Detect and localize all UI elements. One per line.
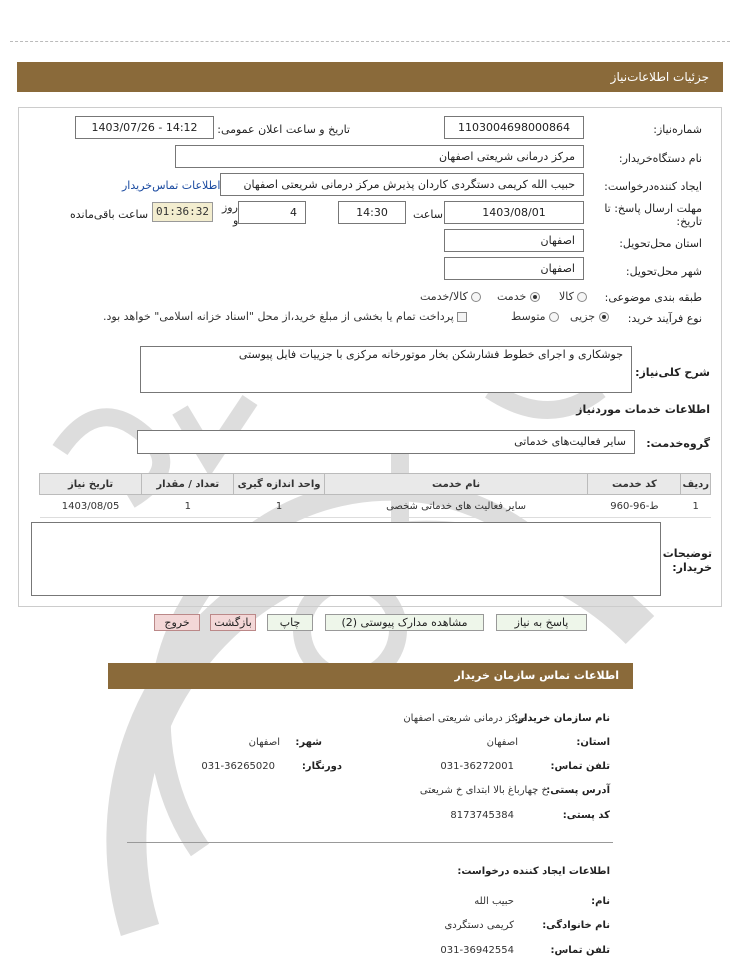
contact-heading: اطلاعات تماس سازمان خریدار xyxy=(454,669,619,682)
contact-fax: 031-36265020 xyxy=(201,761,275,772)
city-label: شهر محل‌تحویل: xyxy=(625,265,702,278)
buyer-notes-field xyxy=(31,522,661,596)
radio-icon xyxy=(471,292,481,302)
print-button[interactable]: چاپ xyxy=(267,614,313,631)
col-header-unit: واحد اندازه گیری xyxy=(234,474,324,495)
contact-phone-label: تلفن تماس: xyxy=(550,761,610,772)
services-heading: اطلاعات خدمات موردنیاز xyxy=(576,403,710,416)
buyer-org-field: مرکز درمانی شریعتی اصفهان xyxy=(175,145,584,168)
cell-need-date: 1403/08/05 xyxy=(40,495,142,518)
reply-button[interactable]: پاسخ به نیاز xyxy=(496,614,587,631)
col-header-service-code: کد خدمت xyxy=(588,474,681,495)
deadline-label: مهلت ارسال پاسخ: تا xyxy=(604,202,702,215)
contact-address-label: آدرس پستی: xyxy=(546,785,610,796)
col-header-service-name: نام خدمت xyxy=(324,474,588,495)
contact-divider xyxy=(127,842,613,843)
process-option-minor[interactable]: جزیی xyxy=(570,310,609,323)
creator-phone: 031-36942554 xyxy=(440,945,514,956)
radio-icon xyxy=(549,312,559,322)
creator-info-heading: اطلاعات ایجاد کننده درخواست: xyxy=(457,866,610,877)
countdown-timer: 01:36:32 xyxy=(152,202,213,222)
buyer-contact-link[interactable]: اطلاعات تماس‌خریدار xyxy=(122,179,221,192)
province-field: اصفهان xyxy=(444,229,584,252)
exit-button[interactable]: خروج xyxy=(154,614,200,631)
category-option-goods[interactable]: کالا xyxy=(559,290,587,303)
cell-quantity: 1 xyxy=(142,495,234,518)
remaining-label: ساعت باقی‌مانده xyxy=(70,208,149,221)
col-header-row-number: ردیف xyxy=(681,474,711,495)
radio-icon xyxy=(577,292,587,302)
cell-unit: 1 xyxy=(234,495,324,518)
top-divider xyxy=(10,41,730,42)
contact-phone: 031-36272001 xyxy=(440,761,514,772)
contact-postal-label: کد پستی: xyxy=(562,810,610,821)
process-option-medium[interactable]: متوسط xyxy=(511,310,559,323)
contact-address: خ چهارباغ بالا ابتدای خ شریعتی xyxy=(419,785,548,796)
cell-service-name: سایر فعالیت های خدماتی شخصی xyxy=(324,495,588,518)
deadline-label-date: تاریخ: xyxy=(676,215,702,228)
summary-label: شرح کلی‌نیاز: xyxy=(635,366,710,379)
category-option-service[interactable]: خدمت xyxy=(497,290,540,303)
contact-city: اصفهان xyxy=(248,737,280,748)
summary-field: جوشکاری و اجرای خطوط فشارشکن بخار موتورخانه مرکزی با جزییات فایل پیوستی xyxy=(140,346,632,393)
creator-first-name: حبیب الله xyxy=(474,896,514,907)
cell-row-number: 1 xyxy=(681,495,711,518)
contact-fax-label: دورنگار: xyxy=(301,761,342,772)
deadline-time-label: ساعت xyxy=(413,208,443,221)
services-table xyxy=(39,473,711,518)
buyer-notes-label: توضیحات xyxy=(662,547,712,560)
checkbox-icon[interactable] xyxy=(457,312,467,322)
view-attachments-button[interactable]: مشاهده مدارک پیوستی (2) xyxy=(325,614,484,631)
creator-last-name-label: نام خانوادگی: xyxy=(542,920,610,931)
days-remaining-field: 4 xyxy=(238,201,306,224)
contact-province: اصفهان xyxy=(486,737,518,748)
radio-selected-icon xyxy=(599,312,609,322)
radio-selected-icon xyxy=(530,292,540,302)
need-number-label: شماره‌نیاز: xyxy=(653,123,702,136)
table-row xyxy=(40,495,711,518)
contact-org-label: نام سازمان خریدار: xyxy=(514,713,610,724)
city-field: اصفهان xyxy=(444,257,584,280)
deadline-date-field: 1403/08/01 xyxy=(444,201,584,224)
category-label: طبقه بندی موضوعی: xyxy=(604,291,702,304)
cell-service-code: ط-96-960 xyxy=(588,495,681,518)
announce-date-label: تاریخ و ساعت اعلان عمومی: xyxy=(217,123,350,136)
buyer-org-label: نام دستگاه‌خریدار: xyxy=(618,152,702,165)
service-group-label: گروه‌خدمت: xyxy=(646,437,710,450)
creator-label: ایجاد کننده‌درخواست: xyxy=(604,180,702,193)
col-header-quantity: تعداد / مقدار xyxy=(142,474,234,495)
category-option-goods-service[interactable]: کالا/خدمت xyxy=(420,290,481,303)
announce-date-field: 1403/07/26 - 14:12 xyxy=(75,116,214,139)
table-header-row xyxy=(40,474,711,495)
province-label: استان محل‌تحویل: xyxy=(619,237,702,250)
creator-first-name-label: نام: xyxy=(591,896,610,907)
creator-last-name: کریمی دستگردی xyxy=(444,920,514,931)
process-label: نوع فرآیند خرید: xyxy=(627,312,702,325)
contact-postal: 8173745384 xyxy=(450,810,514,821)
service-group-field: سایر فعالیت‌های خدماتی xyxy=(137,430,635,454)
page-title-bar xyxy=(17,62,723,92)
contact-heading-bar xyxy=(108,663,633,689)
need-number-field: 1103004698000864 xyxy=(444,116,584,139)
back-button[interactable]: بازگشت xyxy=(210,614,256,631)
creator-field: حبیب الله کریمی دستگردی کاردان پذیرش مرکز درمانی شریعتی اصفهان xyxy=(220,173,584,196)
contact-city-label: شهر: xyxy=(295,737,322,748)
days-label: روز xyxy=(222,201,238,214)
deadline-time-field: 14:30 xyxy=(338,201,406,224)
contact-org: مرکز درمانی شریعتی اصفهان xyxy=(403,713,527,724)
col-header-need-date: تاریخ نیاز xyxy=(40,474,142,495)
days-and-label: و xyxy=(233,214,239,227)
payment-note: پرداخت تمام یا بخشی از مبلغ خرید،از محل "اسناد خزانه اسلامی" خواهد بود. xyxy=(103,310,467,323)
contact-province-label: استان: xyxy=(576,737,610,748)
buyer-notes-label-2: خریدار: xyxy=(672,561,712,574)
creator-phone-label: تلفن تماس: xyxy=(550,945,610,956)
page-title: جزئیات اطلاعات‌نیاز xyxy=(610,70,709,84)
